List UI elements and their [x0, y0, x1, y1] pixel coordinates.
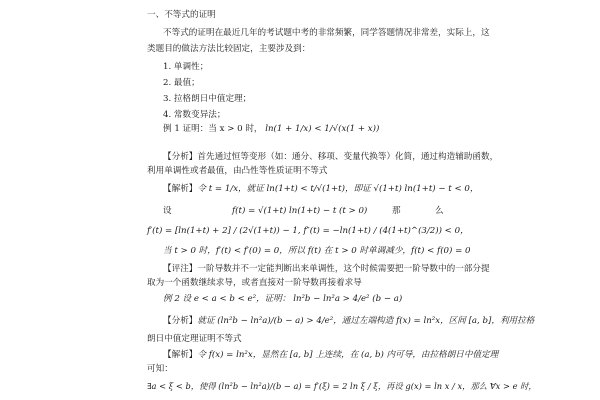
method-item-4: 4. 常数变异法；: [163, 110, 226, 120]
analysis-1-label: 【分析】: [163, 152, 198, 162]
intro-line-1: 不等式的证明在最近几年的考试题中考的非常频繁，同学答题情况非常差，实际上，这: [163, 28, 490, 38]
method-item-2: 2. 最值；: [163, 78, 200, 88]
example-2: [163, 294, 402, 304]
comment-line-2: 取为一个函数继续求导，或者直接对一阶导数再接着求导: [147, 278, 362, 288]
method-item-1: 1. 单调性；: [163, 62, 209, 72]
example-1-formula: ln(1 + 1/x) < 1/√(x(1 + x)): [265, 124, 380, 134]
solution-1-then-b: 么: [435, 206, 444, 216]
solution-1-text: 令 t = 1/x，就证 ln(1+t) < t/√(1+t)，即证 √(1+t) ln(1+t) − t < 0，: [197, 184, 479, 194]
intro-line-2: 类题目的做法方法比较固定，主要涉及到：: [147, 44, 311, 54]
method-item-3: 3. 拉格朗日中值定理；: [163, 94, 252, 104]
analysis-1-text: 首先通过恒等变形（如：通分、移项、变量代换等）化简，通过构造辅助函数，: [197, 152, 499, 162]
section-title: 一、不等式的证明: [147, 10, 216, 20]
analysis-2-label: 【分析】: [163, 316, 198, 326]
analysis-2-line-2: 朗日中值定理证明不等式: [147, 334, 242, 344]
analysis-2-text: 就证 (ln²b − ln²a)/(b − a) > 4/e²，通过左端构造 f(x) = ln²x，区间 [a, b]，利用拉格: [197, 316, 535, 326]
comment-label: 【评注】: [163, 264, 198, 274]
solution-1-let: 设: [163, 206, 172, 216]
solution-2-line-2: 可知：: [147, 364, 173, 374]
solution-1-derivatives: f′(t) = [ln(1+t) + 2] / (2√(1+t)) − 1, f″(t) = −ln(1+t) / (4(1+t)^(3/2)) < 0，: [147, 226, 469, 236]
solution-2-text: 令 f(x) = ln²x，显然在 [a, b] 上连续，在 (a, b) 内可导，由拉格朗日中值定理: [197, 350, 499, 360]
example-1-prefix: 例 1 证明：当 x > 0 时，: [163, 124, 263, 134]
solution-1-conclusion: 当 t > 0 时，f′(t) < f′(0) = 0，所以 f(t) 在 t > 0 时单调减少，f(t) < f(0) = 0: [163, 246, 471, 256]
example-1: [163, 124, 379, 134]
solution-2-line-1: [163, 350, 498, 360]
comment-text: 一阶导数并不一定能判断出来单调性，这个时候需要把一阶导数中的一部分提: [197, 264, 490, 274]
example-2-prefix: 例 2 设 e < a < b < e²，证明：: [163, 294, 291, 304]
analysis-1-line-1: [163, 152, 498, 162]
analysis-2-line-1: [163, 316, 534, 326]
solution-1-then-a: 那: [392, 206, 401, 216]
solution-1-line-1: [163, 184, 478, 194]
example-2-formula: ln²b − ln²a > 4/e² (b − a): [293, 294, 403, 304]
solution-2-line-3: ∃a < ξ < b，使得 (ln²b − ln²a)/(b − a) = f′(ξ) = 2 ln ξ / ξ，再设 g(x) = ln x / x，那么 Ɐx > e 时，: [147, 381, 537, 391]
analysis-1-line-2: 利用单调性或者最值，由凸性等性质证明不等式: [147, 166, 328, 176]
comment-line-1: [163, 264, 490, 274]
solution-1-label: 【解析】: [163, 184, 198, 194]
solution-2-label: 【解析】: [163, 350, 198, 360]
solution-1-f-def: f(t) = √(1+t) ln(1+t) − t (t > 0): [232, 206, 368, 216]
